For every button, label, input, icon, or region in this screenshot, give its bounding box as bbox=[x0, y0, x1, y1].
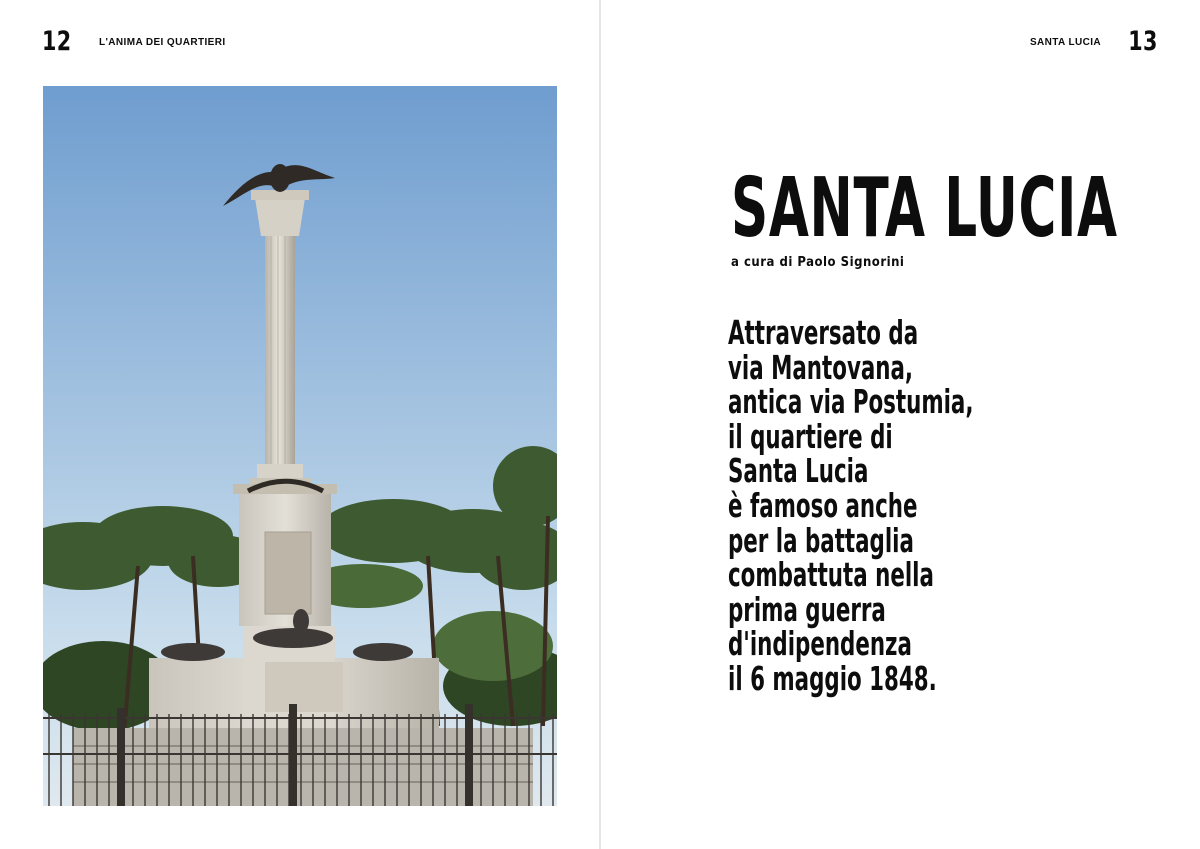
lead-line: prima guerra bbox=[728, 589, 886, 629]
page-number-left: 12 bbox=[42, 26, 72, 57]
lead-paragraph bbox=[728, 313, 1088, 698]
lead-line: d'indipendenza bbox=[728, 624, 912, 664]
right-page bbox=[601, 0, 1200, 849]
running-head-left: L'ANIMA DEI QUARTIERI bbox=[99, 37, 226, 48]
lead-line: il 6 maggio 1848. bbox=[728, 658, 937, 698]
running-head-right: SANTA LUCIA bbox=[1029, 37, 1101, 48]
article-byline: a cura di Paolo Signorini bbox=[731, 255, 905, 270]
lead-line: per la battaglia bbox=[728, 520, 914, 560]
monument-photo bbox=[43, 86, 557, 806]
page-number-right: 13 bbox=[1128, 26, 1158, 57]
lead-line: via Mantovana, bbox=[728, 347, 914, 387]
lead-line: combattuta nella bbox=[728, 555, 934, 595]
lead-line: Santa Lucia bbox=[728, 451, 869, 491]
lead-line: il quartiere di bbox=[728, 416, 893, 456]
lead-line: è famoso anche bbox=[728, 485, 918, 525]
lead-line: antica via Postumia, bbox=[728, 382, 974, 422]
lead-line: Attraversato da bbox=[728, 313, 919, 352]
article-title: SANTA LUCIA bbox=[731, 161, 1118, 256]
left-page bbox=[0, 0, 599, 849]
